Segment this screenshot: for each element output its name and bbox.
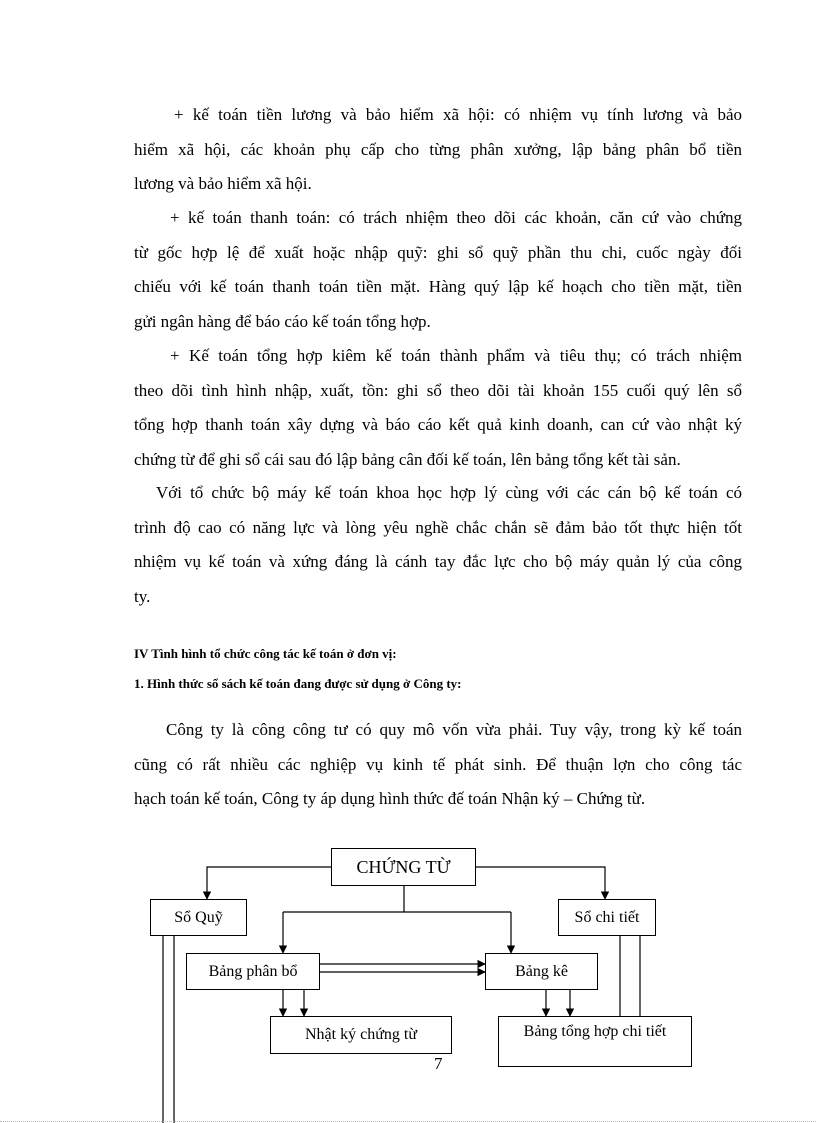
text-line: + Kế toán tổng hợp kiêm kế toán thành phẩm và tiêu thụ; có trách nhiệm (170, 346, 742, 365)
text-line: trình độ cao có năng lực và lòng yêu nghề chắc chắn sẽ đảm bảo tốt thực hiện tốt (134, 517, 742, 537)
section-heading: IV Tình hình tổ chức công tác kế toán ở đơn vị: (134, 646, 397, 661)
text-line: tổng hợp thanh toán xây dựng và báo cáo kết quả kinh doanh, can cứ vào nhật ký (134, 415, 742, 434)
text-line: cũng có rất nhiều các nghiệp vụ kinh tế phát sinh. Để thuận lợn cho công tác (134, 754, 742, 774)
text-line: Với tổ chức bộ máy kế toán khoa học hợp lý cùng với các cán bộ kế toán có (156, 483, 742, 502)
subsection-heading: 1. Hình thức sổ sách kế toán đang được sử dụng ở Công ty: (134, 676, 462, 691)
text-line: hạch toán kế toán, Công ty áp dụng hình thức đế toán Nhận ký – Chứng từ. (134, 789, 646, 808)
box-bang-tong-hop-chi-tiet: Bảng tổng hợp chi tiết (498, 1016, 692, 1067)
box-bang-phan-bo: Bảng phân bổ (186, 953, 320, 990)
page-bottom-rule (0, 1121, 816, 1122)
box-bang-ke: Bảng kê (485, 953, 598, 990)
box-so-chi-tiet: Sổ chi tiết (558, 899, 656, 936)
connector-chungtu-soquy (207, 867, 331, 899)
paragraph-payroll-accounting (134, 98, 742, 202)
text-line: lương và bảo hiểm xã hội. (134, 174, 312, 193)
box-so-quy: Sổ Quỹ (150, 899, 247, 936)
paragraph-accounting-form (134, 713, 742, 817)
text-line: chứng từ để ghi sổ cái sau đó lập bảng cân đối kế toán, lên bảng tổng kết tài sản. (134, 449, 681, 469)
box-nhat-ky-chung-tu: Nhật ký chứng từ (270, 1016, 452, 1054)
text-line: + kế toán tiền lương và bảo hiểm xã hội: có nhiệm vụ tính lương và bảo (174, 105, 742, 124)
text-line: hiểm xã hội, các khoản phụ cấp cho từng phân xưởng, lập bảng phân bổ tiền (134, 139, 742, 159)
paragraph-payment-accounting (134, 201, 742, 339)
text-line: từ gốc hợp lệ để xuất hoặc nhập quỹ: ghi sổ quỹ phần thu chi, cuốc ngày đối (134, 242, 742, 262)
text-line: nhiệm vụ kế toán và xứng đáng là cánh tay đắc lực cho bộ máy quản lý của công (134, 552, 742, 571)
box-chung-tu: CHỨNG TỪ (331, 848, 476, 886)
text-line: gửi ngân hàng để báo cáo kế toán tổng hợp. (134, 311, 431, 331)
paragraph-general-accounting (134, 339, 742, 477)
text-line: ty. (134, 586, 151, 606)
paragraph-organization-summary (134, 476, 742, 614)
page-number: 7 (434, 1054, 443, 1073)
text-line: theo dõi tình hình nhập, xuất, tồn: ghi sổ theo dõi tài khoản 155 cuối quý lên sổ (134, 380, 742, 400)
text-line: + kế toán thanh toán: có trách nhiệm theo dõi các khoản, căn cứ vào chứng (170, 208, 742, 227)
text-line: chiếu với kế toán thanh toán tiền mặt. Hàng quý lập kế hoạch cho tiền mặt, tiền (134, 277, 742, 296)
connector-chungtu-sochitiet (476, 867, 605, 899)
text-line: Công ty là công công tư có quy mô vốn vừa phải. Tuy vậy, trong kỳ kế toán (166, 720, 742, 739)
